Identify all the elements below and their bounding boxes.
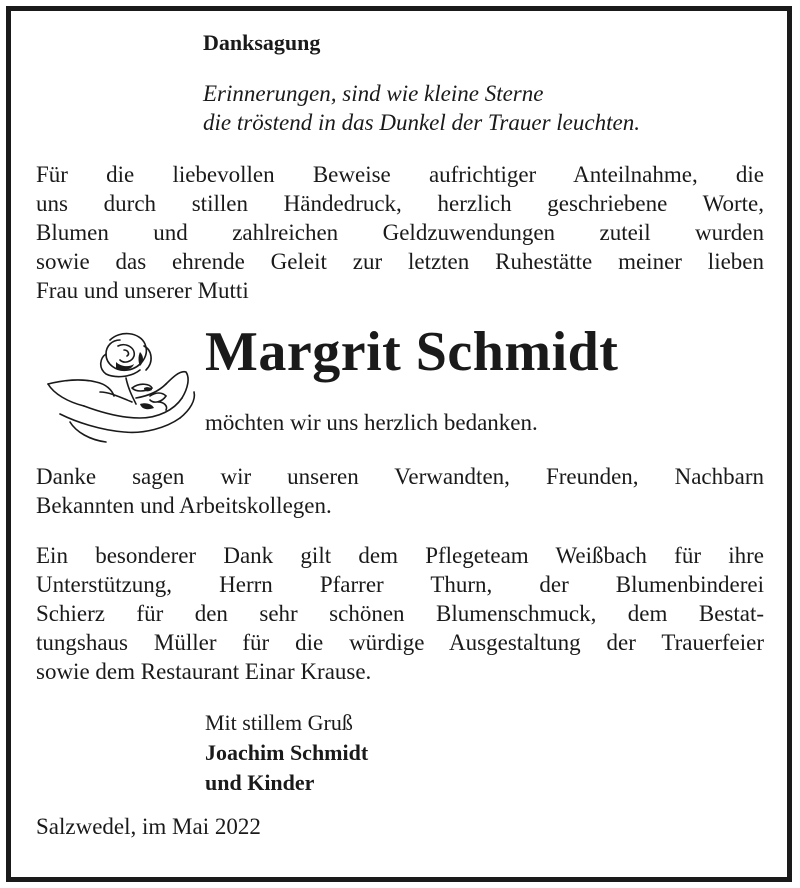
quote-line-2: die tröstend in das Dunkel der Trauer leuchten. (203, 110, 640, 135)
paragraph-line: Für die liebevollen Beweise aufrichtiger Anteilnahme, die (36, 162, 764, 187)
closing-block (205, 708, 368, 798)
rose-in-hands-icon (40, 322, 200, 452)
thanks-line: möchten wir uns herzlich bedanken. (205, 410, 538, 435)
paragraph-line: Blumen und zahlreichen Geldzuwendungen zuteil wurden (36, 220, 764, 245)
special-thanks-paragraph (36, 541, 764, 686)
paragraph-line: Ein besonderer Dank gilt dem Pflegeteam Weißbach für ihre (36, 543, 764, 568)
relatives-paragraph (36, 462, 764, 520)
signer-family: und Kinder (205, 770, 315, 795)
notice-title: Danksagung (203, 30, 321, 55)
deceased-name: Margrit Schmidt (205, 321, 619, 383)
paragraph-line: Frau und unserer Mutti (36, 278, 249, 303)
paragraph-line: Unterstützung, Herrn Pfarrer Thurn, der Blumenbinderei (36, 572, 764, 597)
paragraph-line: uns durch stillen Händedruck, herzlich geschriebene Worte, (36, 191, 764, 216)
paragraph-line: Schierz für den sehr schönen Blumenschmuck, dem Bestat- (36, 601, 764, 626)
quote-line-1: Erinnerungen, sind wie kleine Sterne (203, 81, 544, 106)
intro-paragraph (36, 160, 764, 305)
paragraph-line: Bekannten und Arbeitskollegen. (36, 493, 332, 518)
paragraph-line: tungshaus Müller für die würdige Ausgestaltung der Trauerfeier (36, 630, 764, 655)
place-date: Salzwedel, im Mai 2022 (36, 814, 261, 839)
paragraph-line: sowie dem Restaurant Einar Krause. (36, 659, 372, 684)
memorial-quote (203, 79, 640, 137)
closing-greeting: Mit stillem Gruß (205, 710, 353, 735)
paragraph-line: sowie das ehrende Geleit zur letzten Ruhestätte meiner lieben (36, 249, 764, 274)
signer-name: Joachim Schmidt (205, 740, 369, 765)
paragraph-line: Danke sagen wir unseren Verwandten, Freunden, Nachbarn (36, 464, 764, 489)
